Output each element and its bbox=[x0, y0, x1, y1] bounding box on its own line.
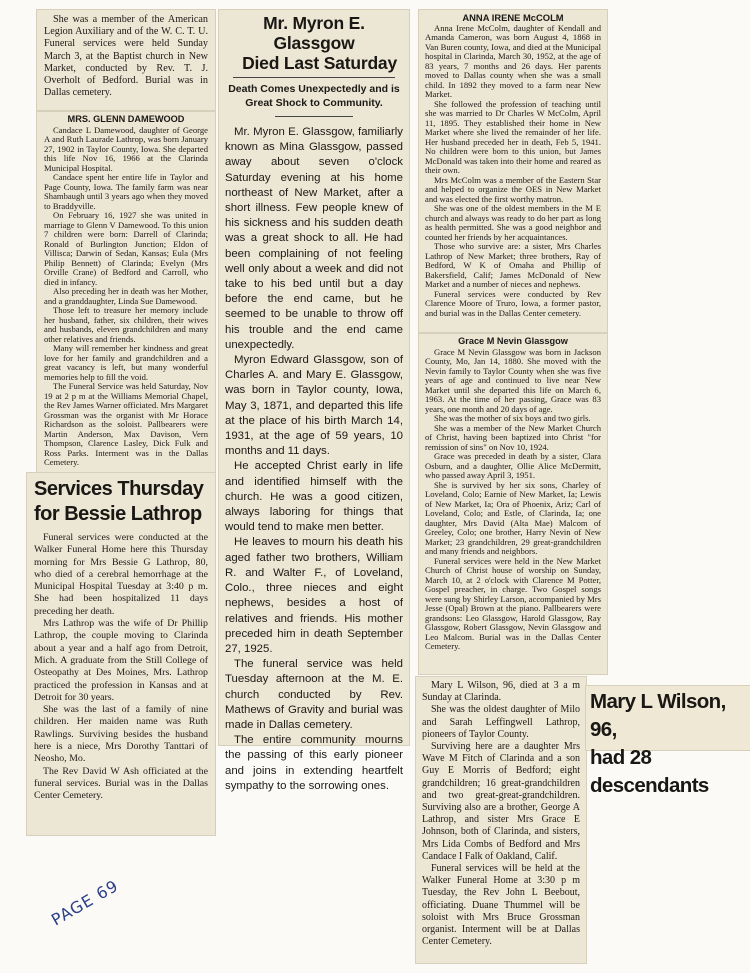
obituary-clipping-mccolm bbox=[419, 10, 607, 332]
clipping-headline: for Bessie Lathrop bbox=[34, 503, 202, 525]
clipping-headline: had 28 descendants bbox=[590, 746, 709, 797]
clipping-headline: Services Thursday bbox=[34, 478, 204, 500]
clipping-paragraph: Mr. Myron E. Glassgow, familiarly known as Mina Glassgow, passed away about seven o'clock Saturday evening at his home northeast of New Market, after a short illness. Few people knew of his sickness and his sudden death was a great shock to all. He had been complaining of not feeling well only about a week and did not take to his bed until but a day before the end came, but he seemed to be unable to throw off his trouble and the end came unexpectedly. bbox=[225, 126, 403, 351]
clipping-paragraph: She was one of the oldest members in the M E church and always was ready to do her part as long as health permitted. She was a good neighbor and counted her friends by her acquaintances. bbox=[425, 203, 601, 242]
clipping-paragraph: Candace spent her entire life in Taylor and Page County, Iowa. The family farm was near Shambaugh until 3 years ago when they moved to Braddyville. bbox=[44, 172, 208, 211]
divider bbox=[233, 77, 395, 78]
clipping-paragraph: She was the mother of six boys and two girls. bbox=[434, 413, 591, 423]
obituary-clipping-lathrop bbox=[27, 473, 215, 835]
clipping-headline: Mary L Wilson, 96, bbox=[590, 690, 726, 741]
clipping-paragraph: Funeral services were conducted at the Walker Funeral Home here this Thursday morning for Mrs Bessie G Lathrop, 80, who died of a cerebral hemorrhage at the Municipal Hospital Tuesday at 3:40 p m. She had been hospitalized 11 days preceding her death. bbox=[34, 532, 208, 617]
clipping-paragraph: The entire community mourns the passing of this early pioneer and joins in extending heartfelt sympathy to the sorrowing ones. bbox=[225, 734, 403, 792]
clipping-heading: ANNA IRENE McCOLM bbox=[462, 12, 564, 23]
clipping-paragraph: Mrs Lathrop was the wife of Dr Phillip Lathrop, the couple moving to Clarinda about a year and a half ago from Detroit, Mich. A graduate from the Still College of Osteopathy at Des Moines, Mrs. Lathrop practiced the profession in Kansas and at Detroit for 30 years. bbox=[34, 618, 208, 703]
clipping-paragraph: Those who survive are: a sister, Mrs Charles Lathrop of New Market; three brothers, Ray of Bedford, W K of Omaha and Phillip of Bakersfield, Calif; James McDonald of New Market and a number of nieces and nephews. bbox=[425, 241, 601, 289]
clipping-deck: Death Comes Unexpectedly and is Great Shock to Community. bbox=[228, 83, 400, 109]
obituary-clipping-glassgow bbox=[219, 10, 409, 792]
clipping-paragraph: Myron Edward Glassgow, son of Charles A. and Mary E. Glassgow, was born in Taylor county, Iowa, May 3, 1871, and departed this life at the place of his birth March 14, 1931, at the age of 59 years, 10 months and 11 days. bbox=[225, 354, 403, 458]
clipping-paragraph: She was a member of the New Market Church of Christ, having been baptized into Christ "for remission of sins" on Nov 10, 1924. bbox=[425, 422, 601, 452]
clipping-paragraph: The funeral service was held Tuesday afternoon at the M. E. church conducted by Rev. Mathews of Gravity and burial was made in Dallas cemetery. bbox=[225, 658, 403, 731]
clipping-paragraph: Candace L Damewood, daughter of George A and Ruth Laurade Lathrop, was born January 27, 1902 in Taylor County, Iowa. She departed this life Nov 16, 1966 at the Clarinda Municipal Hospital. bbox=[44, 124, 208, 173]
clipping-paragraph: Also preceding her in death was her Mother, and a granddaughter, Linda Sue Damewood. bbox=[44, 286, 208, 306]
clipping-paragraph: She was a member of the American Legion Auxiliary and of the W. C. T. U. Funeral services were held Sunday March 3, at the Baptist church in New Market, conducted by Rev. T. J. Overholt of Bedford. Burial was in Dallas cemetery. bbox=[44, 14, 208, 99]
clipping-paragraph: She was the last of a family of nine children. Her maiden name was Ruth Rawlings. Surviving besides the husband here is a niece, Mrs Dorothy Tanttari of Neosho, Mo. bbox=[34, 704, 208, 765]
clipping-paragraph: He leaves to mourn his death his aged father two brothers, William R. and Walter F., of Loveland, Colo., three nieces and eight nephews, besides a host of relatives and friends. His mother preceded him in death September 27, 1925. bbox=[225, 536, 403, 655]
divider bbox=[275, 116, 353, 117]
clipping-paragraph: She followed the profession of teaching until she was married to Dr Charles W McColm, April 11, 1895. They established their home in New Market where she lived the remainder of her life. Her husband preceded her in death, Feb 5, 1941. No children were born to this union, but James McDonald was taken into their home and reared as their own. bbox=[425, 98, 601, 175]
clipping-paragraph: Those left to treasure her memory include her husband, father, six children, their wives and husbands, eleven grandchildren and many other relatives and friends. bbox=[44, 305, 208, 344]
clipping-paragraph: She was the oldest daughter of Milo and Sarah Leffingwell Lathrop, pioneers of Taylor County. bbox=[422, 704, 580, 740]
clipping-headline: Mr. Myron E. Glassgow bbox=[263, 13, 365, 53]
clipping-paragraph: Funeral services were conducted by Rev Clarence Moore of Truro, Iowa, a former pastor, and burial was in the Dallas Center cemetery. bbox=[425, 288, 601, 318]
page-number-label: PAGE 69 bbox=[48, 875, 122, 930]
clipping-paragraph: The Rev David W Ash officiated at the funeral services. Burial was in the Dallas Center Cemetery. bbox=[34, 765, 208, 802]
clipping-paragraph: Grace was preceded in death by a sister, Clara Osburn, and a daughter, Ollie Alice McDermitt, who passed away April 3, 1951. bbox=[425, 451, 601, 480]
clipping-paragraph: Anna Irene McColm, daughter of Kendall and Amanda Cameron, was born August 4, 1868 in Van Buren county, Iowa, and died at the Municipal hospital in Clarinda, March 30, 1952, at the age of 83 years, 7 months and 26 days. Her parents moved to Dallas county when she was a small child. In 1892 they moved to a farm near New Market. bbox=[425, 22, 601, 99]
obituary-clipping-nevin-glassgow bbox=[419, 334, 607, 674]
clipping-paragraph: Funeral services will be held at the Walker Funeral Home at 3:30 p m Tuesday, the Rev John L Beebout, officiating. Duane Thummel will be soloist with Mrs Bruce Grossman organist. Interment will be at Dallas Center Cemetery. bbox=[422, 863, 580, 948]
clipping-paragraph: Mary L Wilson, 96, died at 3 a m Sunday at Clarinda. bbox=[422, 680, 580, 704]
clipping-heading: Grace M Nevin Glassgow bbox=[458, 336, 568, 346]
clipping-heading: MRS. GLENN DAMEWOOD bbox=[67, 114, 185, 124]
clipping-headline: Died Last Saturday bbox=[242, 53, 397, 73]
obituary-clipping-wilson bbox=[416, 677, 586, 963]
clipping-paragraph: On February 16, 1927 she was united in marriage to Glenn V Damewood. To this union 7 children were born: Darrell of Clarinda; Ronald of Burlington Junction; Eldon of Villisca; Darwin of Sedan, Kansas; Eula (Mrs Philip Bennett) of Clarinda; Evelyn (Mrs Orville Crane) of Bedford and Carroll, who died in infancy. bbox=[44, 210, 208, 287]
clipping-paragraph: Grace M Nevin Glassgow was born in Jackson County, Mo, Jan 14, 1880. She moved with the Nevin family to Taylor County when she was five years of age and continued to live near New Market until she departed this life on March 6, 1963. At the time of her passing, Grace was 83 years, one month and 20 days of age. bbox=[425, 346, 601, 414]
clipping-paragraph: Many will remember her kindness and great love for her family and grandchildren and a great vacancy is left, but many wonderful memories help to fill the void. bbox=[44, 343, 208, 382]
obituary-headline-wilson bbox=[586, 686, 750, 797]
clipping-paragraph: The Funeral Service was held Saturday, Nov 19 at 2 p m at the Williams Memorial Chapel, the Rev James Warner officiated. Mrs Margaret Grossman was the organist with Mr Horace Richardson as the soloist. Pallbearers were Martin Anderson, Max Davison, Vern Thompson, Clarence Lasley, Dick Fulk and Ross Parks. Interment was in the Dallas Cemetery. bbox=[44, 381, 208, 467]
obituary-clipping-damewood bbox=[37, 112, 215, 472]
clipping-paragraph: Funeral services were held in the New Market Church of Christ house of worship on Sunday, March 10, at 2 o'clock with Clarence M Potter, Gospel preacher, in charge. Two Gospel songs were sung by Shirley Larson, accompanied by Mrs Jesse (Opal) Brown at the piano. Pallbearers were grandsons: Leo Glassgow, Harold Glassgow, Ray Glassgow, Robert Glassgow, Nevin Glassgow and Leo Malcom. Burial was in the Dallas Center Cemetery. bbox=[425, 555, 601, 651]
clipping-paragraph: She is survived by her six sons, Charley of Loveland, Colo; Earnie of New Market, Ia; Lewis of New Market, Ia; Ora of Phoenix, Ariz; Carl of Loveland, Colo; and Estle, of Clarinda, Ia; one daughter, Mrs David (Alta Mae) Malcom of Greeley, Colo; one brother, Harry Nevin of New Market; 23 grandchildren, 29 great-grandchildren and many friends and neighbors. bbox=[425, 479, 601, 556]
clipping-paragraph: Mrs McColm was a member of the Eastern Star and helped to organize the OES in New Market and was elected the first worthy matron. bbox=[425, 174, 601, 204]
clipping-paragraph: Surviving here are a daughter Mrs Wave M Fitch of Clarinda and a son Guy E Morris of Bedford; eight grandchildren; 16 great-grandchildren and two great-great-grandchildren. Surviving also are a brother, George A Lathrop, and sister Mrs Grace E Johnson, both of Clarinda, and sisters, Mrs Lida Combs of Bedford and Mrs Candace I Falk of Oakland, Calif. bbox=[422, 741, 580, 862]
obituary-clipping-1 bbox=[37, 10, 215, 110]
clipping-paragraph: He accepted Christ early in life and identified himself with the church. He was a good citizen, always laboring for things that would tend to make men better. bbox=[225, 460, 403, 534]
